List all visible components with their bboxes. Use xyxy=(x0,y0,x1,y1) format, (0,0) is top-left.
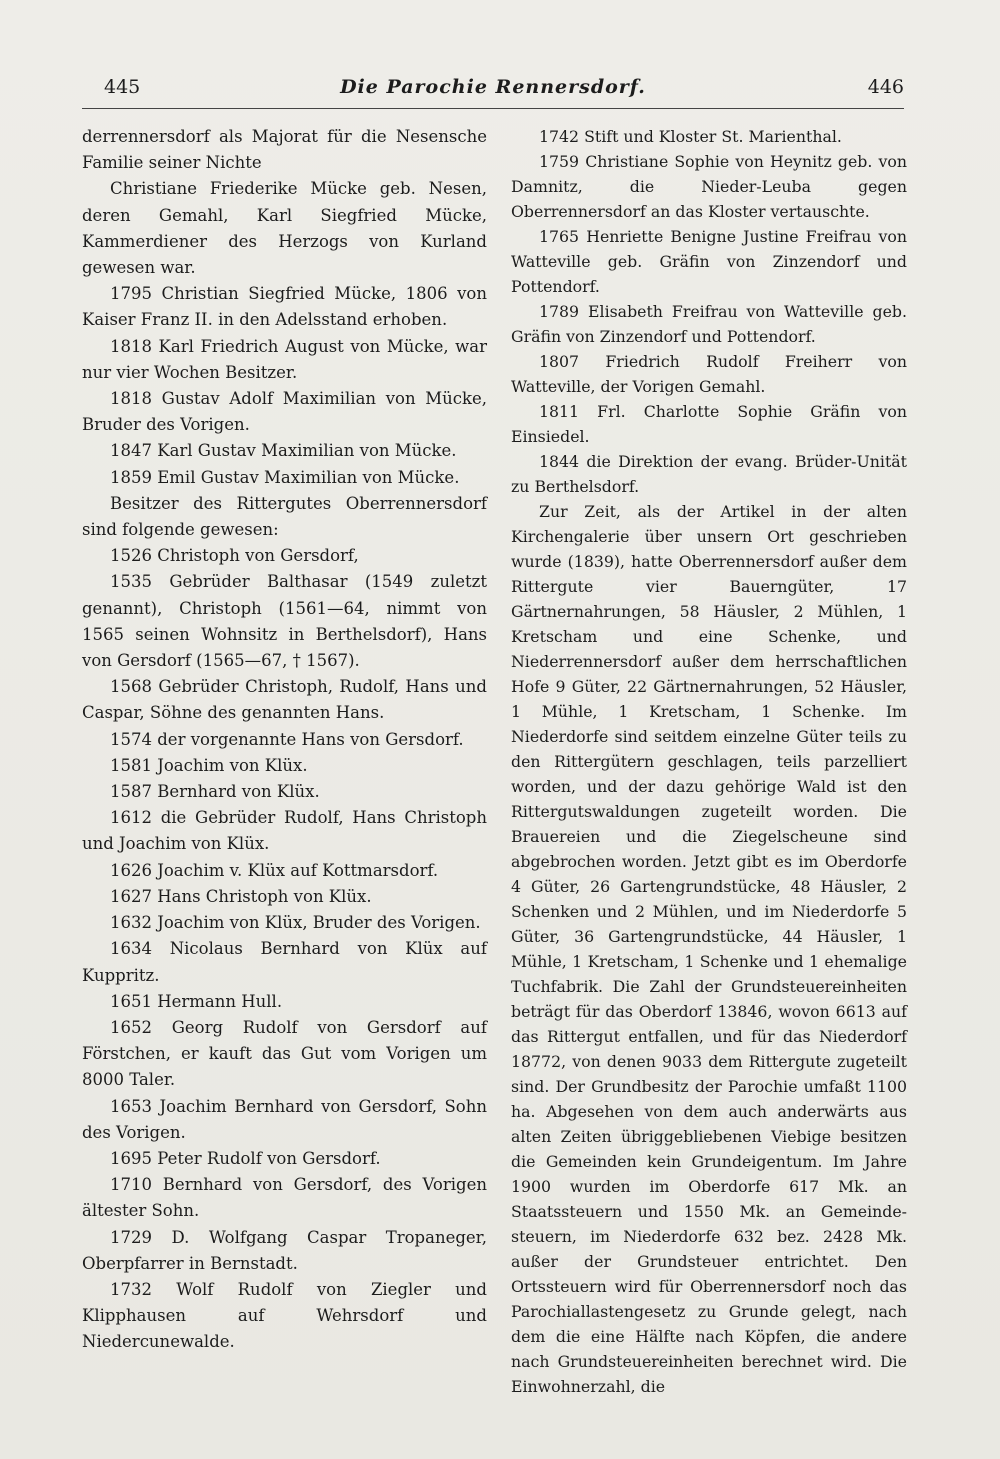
paragraph: 1652 Georg Rudolf von Gersdorf auf Förstchen, er kauft das Gut vom Vorigen um 8000 Taler. xyxy=(82,1017,487,1090)
running-title: Die Parochie Rennersdorf. xyxy=(340,76,646,98)
paragraph: 1844 die Direktion der evang. Brüder-Unität zu Berthelsdorf. xyxy=(511,452,907,496)
paragraph: 1795 Christian Siegfried Mücke, 1806 von Kaiser Franz II. in den Adelsstand erhoben. xyxy=(82,284,487,330)
paragraph: 1742 Stift und Kloster St. Marienthal. xyxy=(539,127,842,146)
paragraph: 1581 Joachim von Klüx. xyxy=(110,755,308,775)
paragraph: 1789 Elisabeth Freifrau von Watteville geb. Gräfin von Zinzendorf und Pottendorf. xyxy=(511,302,907,346)
paragraph: 1568 Gebrüder Christoph, Rudolf, Hans und Caspar, Söhne des genannten Hans. xyxy=(82,677,487,723)
paragraph: Zur Zeit, als der Artikel in der alten Kirchengalerie über unsern Ort geschrieben wurde (1839), hatte Oberrennersdorf außer dem Rittergute vier Bauerngüter, 17 Gärtnernahrungen, 58 Häusler, 2 Mühlen, 1 Kretscham und eine Schenke, und Niederrennersdorf außer dem herrschaftlichen Hofe 9 Güter, 22 Gärtnernahrungen, 52 Häusler, 1 Mühle, 1 Kretscham, 1 Schenke. Im Niederdorfe sind seitdem einzelne Güter teils zu den Rittergütern geschlagen, teils parzelliert worden, und der dazu gehörige Wald ist den Rittergutswaldungen zugeteilt worden. Die Brauereien und die Ziegelscheune sind abgebrochen worden. Jetzt gibt es im Oberdorfe 4 Güter, 26 Gartengrundstücke, 48 Häusler, 2 Schenken und 2 Mühlen, und im Niederdorfe 5 Güter, 36 Gartengrundstücke, 44 Häusler, 1 Mühle, 1 Kretscham, 1 Schenke und 1 ehemalige Tuchfabrik. Die Zahl der Grundsteuereinheiten beträgt für das Oberdorf 13846, wovon 6613 auf das Rittergut entfallen, und für das Niederdorf 18772, von denen 9033 dem Rittergute zugeteilt sind. Der Grundbesitz der Parochie umfaßt 1100 ha. Abgesehen von dem auch anderwärts aus alten Zeiten übriggebliebenen Viebige besitzen die Gemeinden kein Grundeigentum. Im Jahre 1900 wurden im Oberdorfe 617 Mk. an Staatssteuern und 1550 Mk. an Gemeindesteuern, im Niederdorfe 632 bez. 2428 Mk. außer der Grundsteuer entrichtet. Den Ortssteuern wird für Oberrennersdorf noch das Parochiallastengesetz zu Grunde gelegt, nach dem die eine Hälfte nach Köpfen, die andere nach Grundsteuereinheiten berechnet wird. Die Einwohnerzahl, die xyxy=(511,502,907,1396)
paragraph: 1612 die Gebrüder Rudolf, Hans Christoph und Joachim von Klüx. xyxy=(82,808,487,854)
paragraph: 1526 Christoph von Gersdorf, xyxy=(110,546,359,566)
paragraph: derrennersdorf als Majorat für die Nesensche Familie seiner Nichte xyxy=(82,127,487,173)
paragraph: 1847 Karl Gustav Maximilian von Mücke. xyxy=(110,441,457,461)
paragraph: Christiane Friederike Mücke geb. Nesen, deren Gemahl, Karl Siegfried Mücke, Kammerdiener des Herzogs von Kurland gewesen war. xyxy=(82,179,487,278)
page-header xyxy=(82,70,904,110)
paragraph: 1632 Joachim von Klüx, Bruder des Vorigen. xyxy=(110,913,481,933)
paragraph: 1710 Bernhard von Gersdorf, des Vorigen ältester Sohn. xyxy=(82,1175,487,1221)
paragraph: 1535 Gebrüder Balthasar (1549 zuletzt genannt), Christoph (1561—64, nimmt von 1565 seinen Wohnsitz in Berthelsdorf), Hans von Gersdorf (1565—67, † 1567). xyxy=(82,572,487,671)
paragraph: 1818 Gustav Adolf Maximilian von Mücke, Bruder des Vorigen. xyxy=(82,389,487,435)
paragraph: 1818 Karl Friedrich August von Mücke, war nur vier Wochen Besitzer. xyxy=(82,336,487,382)
paragraph: 1811 Frl. Charlotte Sophie Gräfin von Einsiedel. xyxy=(511,402,907,446)
paragraph: 1626 Joachim v. Klüx auf Kottmarsdorf. xyxy=(110,860,439,880)
paragraph: 1759 Christiane Sophie von Heynitz geb. von Damnitz, die Nieder-Leuba gegen Oberrennersdorf an das Kloster vertauschte. xyxy=(511,152,907,221)
paragraph: Besitzer des Rittergutes Oberrennersdorf sind folgende gewesen: xyxy=(82,493,487,540)
paragraph: 1574 der vorgenannte Hans von Gersdorf. xyxy=(110,729,464,749)
left-column xyxy=(82,124,487,1356)
paragraph: 1729 D. Wolfgang Caspar Tropaneger, Oberpfarrer in Bernstadt. xyxy=(82,1227,487,1273)
page-number-right: 446 xyxy=(867,76,904,98)
right-column xyxy=(511,124,907,1399)
page-number-left: 445 xyxy=(104,76,141,98)
paragraph: 1695 Peter Rudolf von Gersdorf. xyxy=(110,1148,381,1168)
paragraph: 1653 Joachim Bernhard von Gersdorf, Sohn des Vorigen. xyxy=(82,1096,487,1142)
paragraph: 1807 Friedrich Rudolf Freiherr von Watteville, der Vorigen Gemahl. xyxy=(511,352,907,396)
paragraph: 1859 Emil Gustav Maximilian von Mücke. xyxy=(110,467,460,487)
paragraph: 1765 Henriette Benigne Justine Freifrau von Watteville geb. Gräfin von Zinzendorf und Pottendorf. xyxy=(511,227,907,296)
paragraph: 1732 Wolf Rudolf von Ziegler und Klipphausen auf Wehrsdorf und Niedercunewalde. xyxy=(82,1279,487,1352)
paragraph: 1587 Bernhard von Klüx. xyxy=(110,782,320,802)
header-rule xyxy=(82,108,904,109)
paragraph: 1651 Hermann Hull. xyxy=(110,991,283,1011)
paragraph: 1627 Hans Christoph von Klüx. xyxy=(110,886,372,906)
paragraph: 1634 Nicolaus Bernhard von Klüx auf Kuppritz. xyxy=(82,939,487,985)
